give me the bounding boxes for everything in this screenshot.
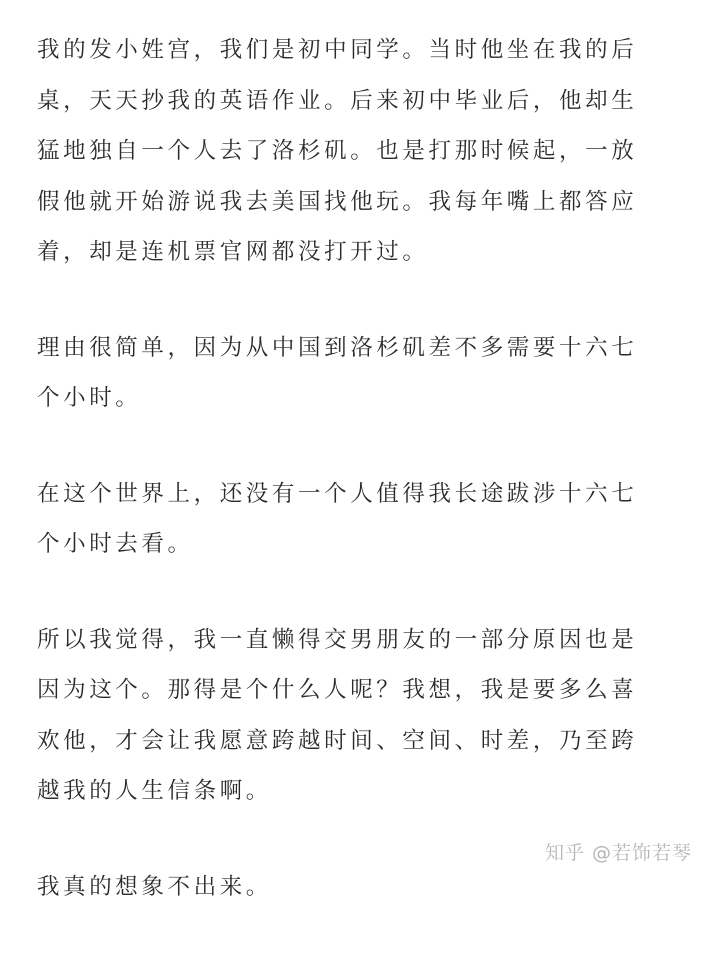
paragraph-4 xyxy=(37,615,677,817)
paragraph-1 xyxy=(37,25,677,278)
text-line: 越我的人生信条啊。 xyxy=(37,778,272,804)
text-line: 理由很简单，因为从中国到洛杉矶差不多需要十六七 xyxy=(37,334,638,361)
text-line: 我真的想象不出来。 xyxy=(37,873,272,900)
text-line: 所以我觉得，我一直懒得交男朋友的一部分原因也是 xyxy=(37,626,638,653)
text-line: 因为这个。那得是个什么人呢？我想，我是要多么喜 xyxy=(37,677,638,703)
paragraph-2 xyxy=(37,323,677,424)
text-line: 在这个世界上，还没有一个人值得我长途跋涉十六七 xyxy=(37,480,638,507)
text-line: 假他就开始游说我去美国找他玩。我每年嘴上都答应 xyxy=(37,188,638,215)
article-body xyxy=(37,25,677,957)
text-line: 着，却是连机票官网都没打开过。 xyxy=(37,239,429,265)
zhihu-watermark: 知乎 @若饰若琴 xyxy=(544,842,692,864)
text-line: 桌，天天抄我的英语作业。后来初中毕业后，他却生 xyxy=(37,87,638,114)
text-line: 个小时去看。 xyxy=(37,531,194,557)
paragraph-3 xyxy=(37,469,677,570)
text-line: 个小时。 xyxy=(37,385,142,411)
paragraph-5 xyxy=(37,862,677,913)
text-line: 欢他，才会让我愿意跨越时间、空间、时差，乃至跨 xyxy=(37,727,638,754)
text-line: 猛地独自一个人去了洛杉矶。也是打那时候起，一放 xyxy=(37,138,638,164)
text-line: 我的发小姓宫，我们是初中同学。当时他坐在我的后 xyxy=(37,37,638,63)
